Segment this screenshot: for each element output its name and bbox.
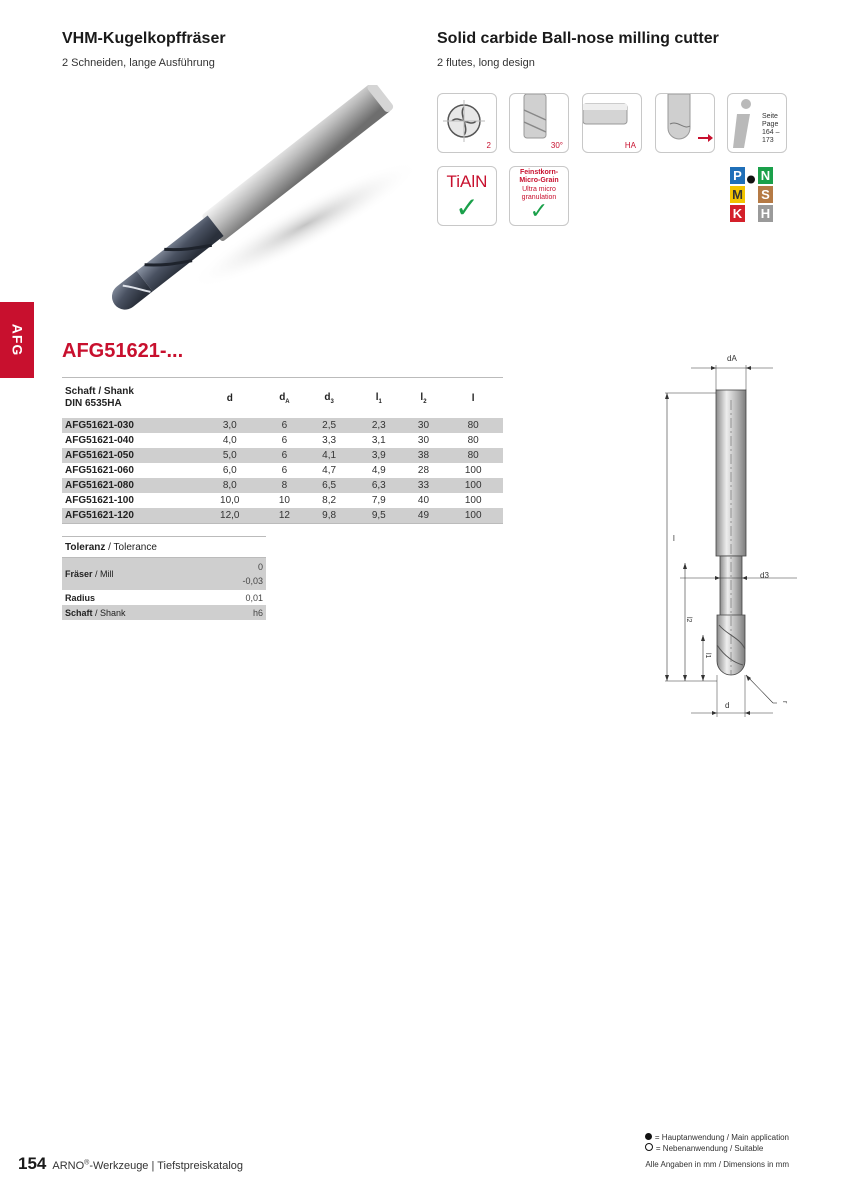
row-l2: 38 <box>404 448 444 463</box>
filled-circle-icon <box>645 1133 652 1140</box>
material-groups <box>730 167 788 225</box>
info-icon <box>727 93 787 153</box>
tolerance-row-shank <box>62 605 266 620</box>
catalog-brand: ARNO <box>52 1160 85 1172</box>
col-d3-main: d <box>324 391 331 403</box>
grain-check-icon: ✓ <box>529 198 549 223</box>
row-d: 12,0 <box>195 508 265 524</box>
open-circle-icon <box>645 1143 653 1151</box>
row-l2: 28 <box>417 465 430 476</box>
mill-upper: 0 <box>257 562 263 572</box>
flutes-count: 2 <box>486 141 491 150</box>
material-h: H <box>758 205 773 222</box>
table-row <box>62 448 503 463</box>
row-da: 6 <box>265 418 305 433</box>
grain-de-1: Feinstkorn- <box>519 169 559 176</box>
footer-left <box>18 1154 243 1174</box>
row-d3: 4,7 <box>322 465 337 476</box>
shank-label <box>62 605 208 620</box>
col-d3-sub: 3 <box>330 398 334 405</box>
row-da: 12 <box>265 508 305 524</box>
col-l: l <box>443 378 503 419</box>
mill-label-de: Fräser <box>65 569 93 579</box>
row-da: 6 <box>281 435 288 446</box>
row-d: 8,0 <box>195 478 265 493</box>
col-l1-main: l <box>375 391 379 403</box>
main-application-dot-icon <box>745 171 757 180</box>
coating-icon <box>437 166 497 226</box>
row-d3: 6,5 <box>304 478 354 493</box>
dim-l2: l2 <box>685 617 692 623</box>
material-s: S <box>758 186 773 203</box>
col-l2 <box>404 378 444 419</box>
flutes-icon <box>437 93 497 153</box>
row-l: 100 <box>464 465 482 476</box>
col-l1-sub: 1 <box>378 398 382 405</box>
section-tab-label: AFG <box>9 323 25 357</box>
technical-drawing <box>655 345 805 725</box>
dim-d: d <box>725 701 730 710</box>
row-l2: 30 <box>417 435 430 446</box>
row-l: 100 <box>464 495 482 506</box>
tolerance-table <box>62 536 266 620</box>
row-l2: 40 <box>417 495 430 506</box>
col-d3 <box>304 378 354 419</box>
product-code: AFG51621-... <box>62 340 184 362</box>
tolerance-title-en: / Tolerance <box>105 541 157 553</box>
dim-d3: d3 <box>760 571 769 580</box>
legend-main-text: = Hauptanwendung / Main application <box>654 1133 789 1142</box>
tolerance-title-de: Toleranz <box>65 541 106 553</box>
units-note: Alle Angaben in mm / Dimensions in mm <box>645 1160 789 1169</box>
row-da: 6 <box>265 448 305 463</box>
section-tab <box>0 302 34 378</box>
row-d: 5,0 <box>195 448 265 463</box>
row-code: AFG51621-100 <box>65 495 134 506</box>
legend <box>645 1132 789 1154</box>
col-da-main: d <box>279 391 286 403</box>
material-m: M <box>730 186 745 203</box>
row-code: AFG51621-040 <box>65 435 134 446</box>
row-d3: 4,1 <box>304 448 354 463</box>
title-en: Solid carbide Ball-nose milling cutter <box>437 30 719 47</box>
coating-label: TiAlN <box>446 172 488 191</box>
row-code: AFG51621-080 <box>62 478 195 493</box>
row-d: 4,0 <box>222 435 237 446</box>
row-l: 80 <box>443 448 503 463</box>
row-l1: 6,3 <box>354 478 404 493</box>
product-image <box>55 85 425 325</box>
spec-table <box>62 377 503 524</box>
material-p: P <box>730 167 745 184</box>
helix-angle-icon <box>509 93 569 153</box>
row-l: 100 <box>443 478 503 493</box>
spec-table-header <box>62 378 503 419</box>
grain-de-2: Micro-Grain <box>519 177 559 184</box>
row-code: AFG51621-060 <box>65 465 134 476</box>
radius-label-text: Radius <box>65 592 96 603</box>
info-page-label: Seite Page <box>762 113 779 128</box>
row-code: AFG51621-120 <box>62 508 195 524</box>
tolerance-title <box>62 537 266 558</box>
col-da <box>265 378 305 419</box>
subtitle-en: 2 flutes, long design <box>437 57 535 69</box>
legend-suitable <box>645 1143 789 1154</box>
row-da: 8 <box>265 478 305 493</box>
shank-label-de: Schaft <box>65 607 93 618</box>
shank-value: h6 <box>208 605 266 620</box>
catalog-title: -Werkzeuge | Tiefstpreiskatalog <box>89 1160 243 1172</box>
row-d: 6,0 <box>222 465 237 476</box>
row-l1: 3,9 <box>354 448 404 463</box>
shank-header-line1: Schaft / Shank <box>65 386 134 397</box>
row-l1: 9,5 <box>354 508 404 524</box>
coating-check-icon: ✓ <box>455 192 479 223</box>
tolerance-row-radius <box>62 590 266 605</box>
row-da: 6 <box>281 465 288 476</box>
grain-en-2: granulation <box>521 194 557 201</box>
mill-label <box>62 558 208 591</box>
catalog-reg: ® <box>84 1159 90 1167</box>
col-l1 <box>354 378 404 419</box>
radius-value: 0,01 <box>245 592 263 603</box>
ball-nose-icon <box>655 93 715 153</box>
row-l: 100 <box>443 508 503 524</box>
dim-l: l <box>673 534 675 543</box>
row-l2: 49 <box>404 508 444 524</box>
row-d: 3,0 <box>195 418 265 433</box>
legend-main <box>645 1132 789 1143</box>
shank-label-en: / Shank <box>92 607 126 618</box>
row-l1: 2,3 <box>354 418 404 433</box>
table-row <box>62 433 503 448</box>
shank-header-line2: DIN 6535HA <box>65 398 122 409</box>
shank-header <box>62 378 195 419</box>
table-row <box>62 493 503 508</box>
row-l2: 30 <box>404 418 444 433</box>
row-l1: 4,9 <box>371 465 386 476</box>
tolerance-row-mill <box>62 558 266 591</box>
grain-en-1: Ultra micro <box>522 186 556 193</box>
row-l2: 33 <box>404 478 444 493</box>
table-row <box>62 478 503 493</box>
shank-type-icon <box>582 93 642 153</box>
col-d: d <box>195 378 265 419</box>
mill-value <box>208 558 266 591</box>
legend-suitable-text: = Nebenanwendung / Suitable <box>655 1144 764 1153</box>
mill-label-en: / Mill <box>92 569 114 579</box>
material-k: K <box>730 205 745 222</box>
dim-l1: l1 <box>704 653 711 659</box>
subtitle-de: 2 Schneiden, lange Ausführung <box>62 57 215 69</box>
table-row <box>62 463 503 478</box>
dim-da: dA <box>727 354 737 363</box>
table-row <box>62 508 503 524</box>
grain-icon <box>509 166 569 226</box>
col-da-sub: A <box>285 398 290 405</box>
row-code: AFG51621-050 <box>62 448 195 463</box>
helix-angle: 30° <box>550 141 563 150</box>
row-l1: 7,9 <box>371 495 386 506</box>
col-l2-sub: 2 <box>423 398 427 405</box>
row-d3: 9,8 <box>304 508 354 524</box>
mill-lower: -0,03 <box>242 576 263 586</box>
page-number: 154 <box>18 1154 47 1173</box>
row-l1: 3,1 <box>371 435 386 446</box>
title-de: VHM-Kugelkopffräser <box>62 30 226 47</box>
table-row <box>62 418 503 433</box>
info-page-range: 164 – 173 <box>762 129 780 144</box>
row-d3: 8,2 <box>322 495 337 506</box>
row-da: 10 <box>278 495 290 506</box>
row-d3: 3,3 <box>322 435 337 446</box>
col-l2-main: l <box>420 391 424 403</box>
material-n: N <box>758 167 773 184</box>
shank-type: HA <box>624 141 636 150</box>
row-d3: 2,5 <box>304 418 354 433</box>
row-l: 80 <box>443 418 503 433</box>
dim-r: r <box>781 701 788 704</box>
radius-label <box>62 590 208 605</box>
row-code: AFG51621-030 <box>62 418 195 433</box>
row-d: 10,0 <box>220 495 240 506</box>
row-l: 80 <box>467 435 479 446</box>
